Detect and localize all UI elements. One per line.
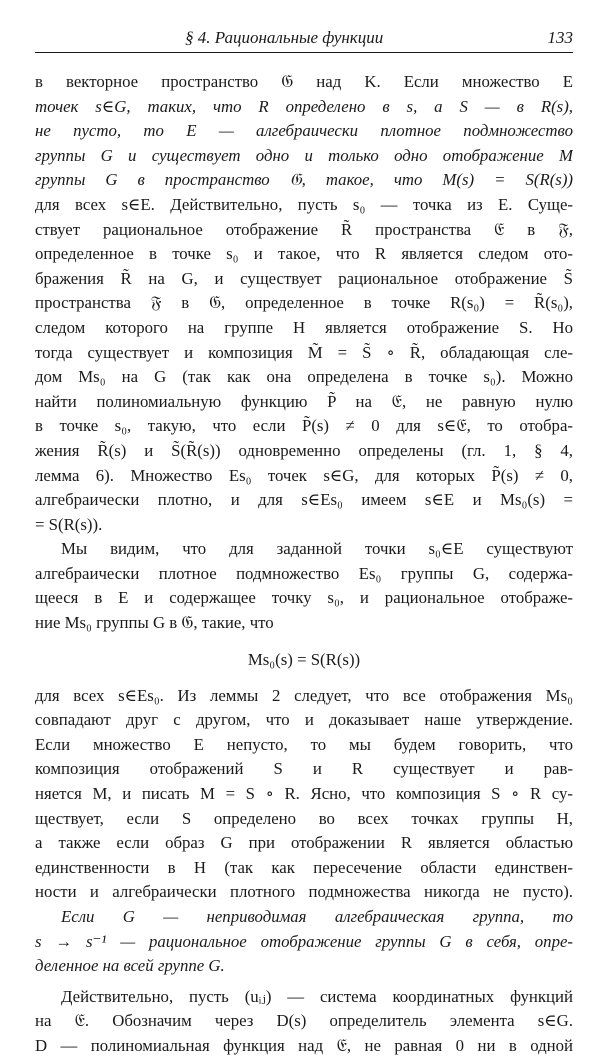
text-line: Если множество E непусто, то мы будем говорить, что	[35, 734, 573, 754]
text-line: щееся в E и содержащее точку s₀, и рациональное отображе-	[35, 588, 573, 608]
text-line: группы G в пространство 𝔊, такое, что M(s) = S(R(s))	[35, 170, 573, 190]
text-line: не пусто, то E — алгебраически плотное подмножество	[35, 121, 573, 141]
text-line: Мы видим, что для заданной точки s₀∈E существуют	[61, 539, 573, 559]
page-number: 133	[547, 28, 573, 47]
text-line: ществует, если S определено во всех точках группы H,	[35, 808, 573, 828]
text-line: Если G — неприводимая алгебраическая группа, то	[61, 907, 573, 926]
text-line: группы G и существует одно и только одно отображение M	[35, 145, 573, 165]
text-line: а также если образ G при отображении R является областью	[35, 833, 573, 853]
text-line: следом которого на группе H является отображение S. Но	[35, 317, 573, 337]
text-line: ности и алгебраически плотного подмножества никогда не пусто).	[35, 882, 573, 902]
text-line: алгебраически плотное подмножество Es₀ группы G, содержа-	[35, 563, 573, 583]
text-line: в точке s₀, такую, что если P̃(s) ≠ 0 для s∈𝔈, то отобра-	[35, 416, 573, 436]
text-line: s → s⁻¹ — рациональное отображение группы G в себя, опре-	[35, 931, 573, 951]
text-line: алгебраически плотно, и для s∈Es₀ имеем s∈E и Ms₀(s) =	[35, 490, 573, 510]
text-line: в векторное пространство 𝔊 над K. Если множество E	[35, 72, 573, 91]
text-line: бражения R̃ на G, и существует рациональное отображение S̃	[35, 268, 573, 288]
text-line: жения R̃(s) и S̃(R̃(s)) одновременно определены (гл. 1, § 4,	[35, 440, 573, 460]
header-title: § 4. Рациональные функции	[185, 28, 384, 47]
text-line: Действительно, пусть (uᵢⱼ) — система координатных функций	[61, 986, 573, 1006]
page	[35, 28, 573, 1055]
text-line: лемма 6). Множество Es₀ точек s∈G, для которых P̃(s) ≠ 0,	[35, 465, 573, 485]
text-line: ние Ms₀ группы G в 𝔊, такие, что	[35, 613, 274, 633]
text-line: на 𝔈. Обозначим через D(s) определитель элемента s∈G.	[35, 1011, 573, 1031]
text-line: совпадают друг с другом, что и доказывает наше утверждение.	[35, 710, 573, 730]
text-line: композиция отображений S и R существует и рав-	[35, 759, 573, 779]
text-line: деленное на всей группе G.	[35, 956, 225, 976]
text-line: ствует рациональное отображение R̃ пространства 𝔈 в 𝔉,	[35, 219, 573, 239]
text-line: для всех s∈Es₀. Из леммы 2 следует, что все отображения Ms₀	[35, 685, 573, 705]
text-line: = S(R(s)).	[35, 514, 103, 534]
header-rule	[35, 52, 573, 53]
running-header	[35, 28, 573, 50]
text-line: определенное в точке s₀ и такое, что R является следом ото-	[35, 244, 573, 264]
display-formula: Ms₀(s) = S(R(s))	[247, 649, 361, 669]
text-line: единственности в H (так как пересечение области единствен-	[35, 857, 573, 877]
text-line: дом Ms₀ на G (так как она определена в точке s₀). Можно	[35, 367, 573, 387]
text-line: для всех s∈E. Действительно, пусть s₀ — точка из E. Суще-	[35, 194, 573, 214]
text-line: тогда существует и композиция M̃ = S̃ ∘ R̃, обладающая сле-	[35, 342, 573, 362]
text-line: найти полиномиальную функцию P̃ на 𝔈, не равную нулю	[35, 391, 573, 411]
body-text	[35, 70, 573, 1059]
text-line: пространства 𝔉 в 𝔊, определенное в точке R(s₀) = R̃(s₀),	[35, 293, 573, 313]
text-line: D — полиномиальная функция над 𝔈, не равная 0 ни в одной	[35, 1035, 573, 1055]
text-line: точек s∈G, таких, что R определено в s, а S — в R(s),	[35, 96, 573, 116]
text-line: няется M, и писать M = S ∘ R. Ясно, что композиция S ∘ R су-	[35, 784, 573, 804]
